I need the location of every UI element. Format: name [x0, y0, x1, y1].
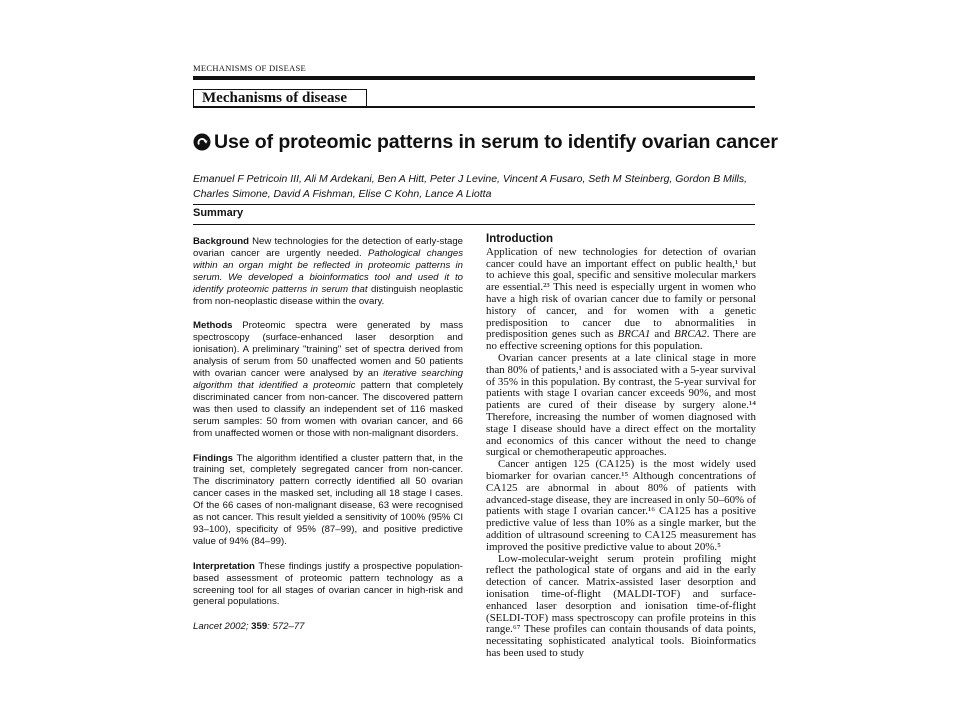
methods-text-b: pattern that completely discriminated cancer from non-cancer. The discovered pattern was then used to classify an independent set of 116 masked serum samples: 50 from women with ovarian cancer, and 66 from unaffected women or those with non-malignant disorders. — [193, 379, 463, 439]
methods-text: Proteomic spectra were generated by mass spectroscopy (surface-enhanced laser desorption and ionisation). A preliminary "training" set of spectra derived from analysis of serum from 50 unaffected women and 50 patients with ovarian cancer were analysed by an — [193, 320, 463, 380]
summary-column — [193, 236, 463, 646]
gene-brca2: BRCA2 — [674, 328, 707, 341]
author-list — [193, 172, 763, 202]
section-label: MECHANISMS OF DISEASE — [193, 63, 307, 73]
citation-pages: : 572–77 — [267, 621, 305, 633]
intro-p1-and: and — [650, 328, 675, 341]
article-title: Use of proteomic patterns in serum to identify ovarian cancer — [214, 131, 778, 153]
findings-text: The algorithm identified a cluster pattern that, in the training set, completely segregated cancer from non-cancer. The discriminatory pattern correctly identified all 50 ovarian cancer cases in the masked set, including all 18 stage I cases. Of the 66 cases of non-malignant disease, 63 were recognised as not cancer. This result yielded a sensitivity of 100% (95% CI 93–100), specificity of 95% (87–99), and positive predictive value of 94% (84–99). — [193, 452, 463, 547]
intro-paragraph-2: Ovarian cancer presents at a late clinical stage in more than 80% of patients,¹ and is associated with a 5-year survival of 35% in this population. By contrast, the 5-year survival for patients with stage I ovarian cancer exceeds 90%, and most patients are cured of their disease by surgery alone.¹⁴ Therefore, increasing the number of women diagnosed with stage I disease should have a direct effect on the mortality and economics of this cancer without the need to change surgical or chemotherapeutic approaches. — [486, 351, 756, 459]
header-rule — [193, 76, 755, 80]
introduction-heading: Introduction — [486, 233, 554, 245]
introduction-column — [486, 234, 756, 660]
citation — [193, 621, 463, 633]
title-row — [193, 131, 778, 157]
authors-line-1: Emanuel F Petricoin III, Ali M Ardekani, Ben A Hitt, Peter J Levine, Vincent A Fusaro, Seth M Steinberg, Gordon B Mills, — [193, 173, 748, 185]
interpretation-label: Interpretation — [193, 560, 255, 572]
background-paragraph — [193, 236, 463, 307]
authors-line-2: Charles Simone, David A Fishman, Elise C Kohn, Lance A Liotta — [193, 188, 492, 200]
summary-rule-bottom — [193, 224, 755, 225]
findings-paragraph — [193, 453, 463, 548]
background-tail: distinguish neoplastic from non-neoplastic disease within the ovary. — [193, 283, 463, 307]
intro-paragraph-4: Low-molecular-weight serum protein profiling might reflect the pathological state of organs and aid in the early detection of cancer. Matrix-assisted laser desorption and ionisation time-of-flight (MALDI-TOF) and surface-enhanced laser desorption and ionisation time-of-flight (SELDI-TOF) mass spectroscopy can profile proteins in this range.⁶⁷ These profiles can contain thousands of data points, necessitating sophisticated analytical tools. Bioinformatics has been used to study — [486, 552, 756, 659]
boxed-section-title: Mechanisms of disease — [193, 89, 367, 107]
summary-heading: Summary — [193, 207, 244, 219]
open-access-icon — [193, 133, 211, 151]
citation-journal: Lancet — [193, 621, 222, 633]
methods-label: Methods — [193, 320, 233, 332]
findings-label: Findings — [193, 452, 233, 464]
intro-paragraph-3: Cancer antigen 125 (CA125) is the most widely used biomarker for ovarian cancer.¹⁵ Although concentrations of CA125 are abnormal in about 80% of patients with advanced-stage disease, they are increased in only 50–60% of patients with stage I ovarian cancer.¹⁶ CA125 has a positive predictive value of less than 10% as a single marker, but the addition of ultrasound screening to CA125 measurement has improved the positive predictive value to about 20%.⁵ — [486, 458, 756, 553]
background-text: New technologies for the detection of early-stage ovarian cancer are urgently needed. — [193, 236, 463, 259]
background-italic: Pathological changes within an organ might be reflected in proteomic patterns in serum. We developed a bioinformatics tool and used it to identify proteomic patterns in serum that — [193, 247, 463, 295]
intro-p1-text: Application of new technologies for detection of ovarian cancer could have an important effect on public health,¹ but to achieve this goal, specific and sensitive molecular markers are essential.²³ This need is especially urgent in women who have a high risk of ovarian cancer due to family or personal history of cancer, and for women with a genetic predisposition to cancer due to abnormalities in predisposition genes such as — [486, 245, 756, 341]
methods-italic: iterative searching algorithm that identified a proteomic — [193, 368, 464, 391]
gene-brca1: BRCA1 — [617, 328, 651, 341]
header-rule-thin — [193, 106, 755, 108]
background-label: Background — [193, 236, 249, 247]
citation-volume: 359 — [251, 621, 268, 633]
intro-paragraph-1 — [486, 247, 756, 353]
intro-p1-tail: . There are no effective screening options for this population. — [486, 328, 756, 353]
summary-rule — [193, 204, 755, 205]
interpretation-text: These findings justify a prospective population-based assessment of proteomic pattern technology as a screening tool for all stages of ovarian cancer in high-risk and general populations. — [193, 560, 463, 608]
citation-year: 2002; — [221, 621, 252, 633]
interpretation-paragraph — [193, 561, 463, 609]
methods-paragraph — [193, 320, 463, 439]
